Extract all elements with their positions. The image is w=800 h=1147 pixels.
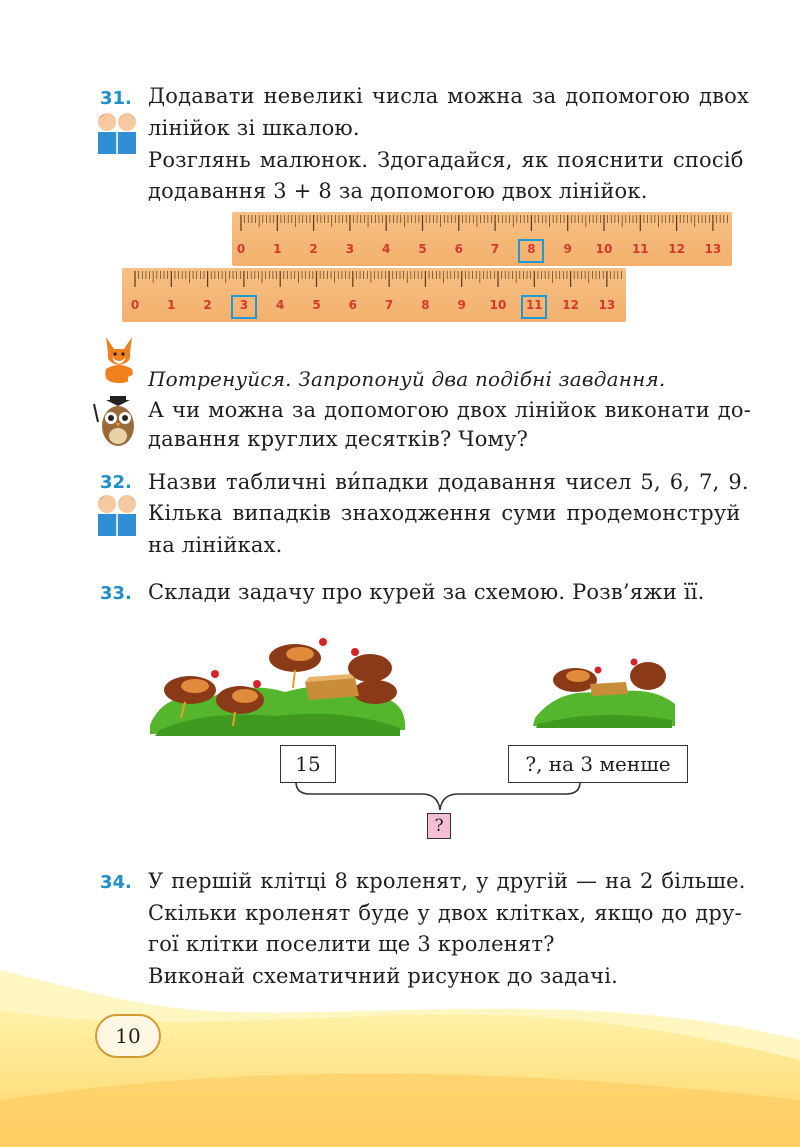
ruler-bottom [122,268,626,322]
ruler-bottom-label: 10 [489,298,507,312]
ruler-bottom-label: 1 [167,298,176,312]
ruler-bottom-ticks [122,268,626,322]
ruler-bottom-highlight-box [521,295,547,319]
scheme-right-box: ?, на 3 менше [508,745,688,783]
ruler-bottom-highlight-box [231,295,257,319]
owl-teacher-icon [92,396,140,454]
ruler-bottom-label: 4 [276,298,285,312]
task-32-line-1: Назви табличні ви́падки додавання чисел 5, 6, 7, 9. [148,470,749,494]
ruler-top-label: 5 [418,242,427,256]
ruler-top-label: 13 [704,242,722,256]
ruler-top-highlight-box [518,239,544,263]
task-34-line-2: Скільки кроленят буде у двох клітках, якщо до дру- [148,901,742,925]
ruler-bottom-label: 13 [598,298,616,312]
ruler-top-label: 1 [273,242,282,256]
ruler-top-label: 2 [309,242,318,256]
ruler-top-label: 0 [236,242,246,256]
practice-line-2: А чи можна за допомогою двох лінійок виконати до- [148,398,752,422]
children-reading-icon [92,110,142,156]
ruler-bottom-label: 0 [130,298,140,312]
task-34-line-3: гої клітки поселити ще 3 кроленят? [148,932,555,956]
ruler-bottom-label: 6 [348,298,357,312]
task-33-line-1: Склади задачу про курей за схемою. Розв’яжи її. [148,580,705,604]
ruler-top [232,212,732,266]
hens-group-small-illustration [530,648,680,728]
scheme-left-box: 15 [280,745,336,783]
ruler-bottom-label: 11 [525,298,543,312]
task-31-line-1: Додавати невеликі числа можна за допомогою двох [148,84,750,108]
ruler-bottom-label: 8 [421,298,430,312]
task-34-line-1: У першій клітці 8 кроленят, у другій — на 2 більше. [148,869,746,893]
task-33-number: 33. [100,583,132,604]
task-34-line-4: Виконай схематичний рисунок до задачі. [148,964,618,988]
hens-group-large-illustration [145,630,410,740]
ruler-top-label: 10 [595,242,613,256]
ruler-bottom-label: 7 [384,298,394,312]
ruler-bottom-label: 2 [203,298,212,312]
ruler-bottom-label: 12 [562,298,579,312]
ruler-top-label: 9 [563,242,572,256]
ruler-bottom-label: 9 [457,298,466,312]
task-34-number: 34. [100,872,132,893]
task-32-line-2: Кілька випадків знаходження суми продемонструй [148,501,741,525]
task-31-line-4: додавання 3 + 8 за допомогою двох лінійок. [148,179,648,203]
ruler-top-ticks [232,212,732,266]
scheme-brace [290,780,590,814]
ruler-bottom-label: 3 [239,298,249,312]
fox-icon [98,333,140,385]
page-number: 10 [95,1014,161,1058]
ruler-top-label: 4 [382,242,391,256]
task-32-number: 32. [100,472,132,493]
practice-line-1: Потренуйся. Запропонуй два подібні завдання. [148,367,666,391]
ruler-top-label: 11 [631,242,649,256]
task-31-number: 31. [100,88,132,109]
ruler-top-label: 7 [490,242,500,256]
task-31-line-2: лінійок зі шкалою. [148,116,360,140]
practice-line-3: давання круглих десятків? Чому? [148,427,529,451]
task-31-line-3: Розглянь малюнок. Здогадайся, як пояснити спосіб [148,148,744,172]
ruler-top-label: 12 [668,242,685,256]
ruler-bottom-label: 5 [312,298,321,312]
ruler-top-label: 3 [345,242,355,256]
ruler-top-label: 8 [527,242,536,256]
children-reading-icon [92,492,142,538]
scheme-total-box: ? [427,813,451,839]
ruler-top-label: 6 [454,242,463,256]
task-32-line-3: на лінійках. [148,533,283,557]
